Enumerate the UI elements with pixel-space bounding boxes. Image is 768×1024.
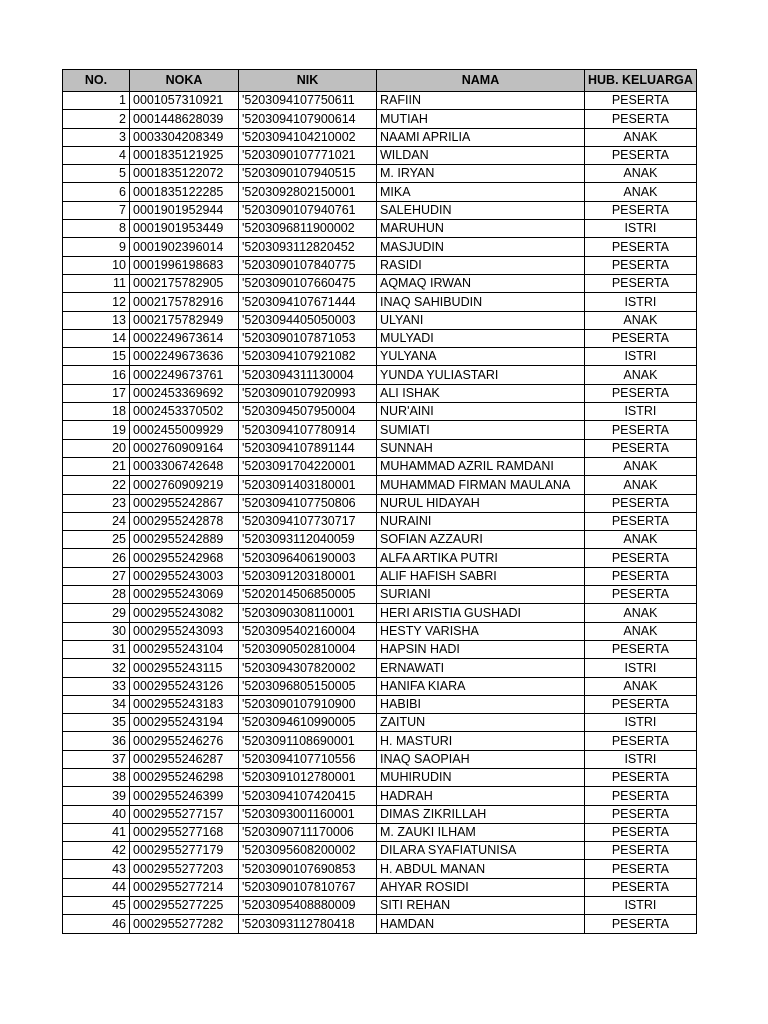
- cell-no: 41: [63, 823, 130, 841]
- cell-hub-keluarga: PESERTA: [585, 110, 697, 128]
- cell-no: 34: [63, 695, 130, 713]
- cell-noka: 0002955242889: [130, 531, 239, 549]
- table-row: [63, 659, 697, 677]
- cell-nama: HESTY VARISHA: [377, 622, 585, 640]
- cell-noka: 0002955277214: [130, 878, 239, 896]
- cell-no: 20: [63, 439, 130, 457]
- cell-hub-keluarga: PESERTA: [585, 640, 697, 658]
- cell-noka: 0002955243126: [130, 677, 239, 695]
- table-row: [63, 165, 697, 183]
- cell-nik: '5203094107750806: [239, 494, 377, 512]
- cell-nama: MASJUDIN: [377, 238, 585, 256]
- table-row: [63, 146, 697, 164]
- table-header: [63, 70, 697, 92]
- cell-noka: 0002455009929: [130, 421, 239, 439]
- cell-noka: 0001835122072: [130, 165, 239, 183]
- cell-hub-keluarga: ISTRI: [585, 714, 697, 732]
- cell-nama: SITI REHAN: [377, 897, 585, 915]
- cell-noka: 0002955243104: [130, 640, 239, 658]
- cell-hub-keluarga: PESERTA: [585, 805, 697, 823]
- cell-noka: 0002955246399: [130, 787, 239, 805]
- cell-hub-keluarga: PESERTA: [585, 695, 697, 713]
- cell-hub-keluarga: PESERTA: [585, 823, 697, 841]
- cell-nama: M. ZAUKI ILHAM: [377, 823, 585, 841]
- table-row: [63, 878, 697, 896]
- cell-noka: 0002249673636: [130, 348, 239, 366]
- table-row: [63, 512, 697, 530]
- cell-nik: '5203096805150005: [239, 677, 377, 695]
- table-row: [63, 384, 697, 402]
- cell-nik: '5203096406190003: [239, 549, 377, 567]
- table-row: [63, 494, 697, 512]
- cell-nik: '5203090107910900: [239, 695, 377, 713]
- cell-nik: '5203094107900614: [239, 110, 377, 128]
- table-row: [63, 201, 697, 219]
- cell-nama: HAMDAN: [377, 915, 585, 933]
- cell-noka: 0002955243093: [130, 622, 239, 640]
- cell-noka: 0001448628039: [130, 110, 239, 128]
- header-noka: NOKA: [130, 70, 239, 92]
- cell-hub-keluarga: ISTRI: [585, 293, 697, 311]
- cell-nik: '5203094107750611: [239, 92, 377, 110]
- cell-nama: DIMAS ZIKRILLAH: [377, 805, 585, 823]
- cell-hub-keluarga: ISTRI: [585, 403, 697, 421]
- table-row: [63, 622, 697, 640]
- cell-hub-keluarga: PESERTA: [585, 860, 697, 878]
- cell-nama: SUMIATI: [377, 421, 585, 439]
- cell-no: 9: [63, 238, 130, 256]
- cell-nik: '5203091704220001: [239, 457, 377, 475]
- cell-hub-keluarga: ISTRI: [585, 659, 697, 677]
- header-nama: NAMA: [377, 70, 585, 92]
- cell-nik: '5203094107710556: [239, 750, 377, 768]
- table-row: [63, 329, 697, 347]
- cell-noka: 0002955277168: [130, 823, 239, 841]
- cell-no: 27: [63, 567, 130, 585]
- table-row: [63, 128, 697, 146]
- cell-hub-keluarga: PESERTA: [585, 878, 697, 896]
- cell-nik: '5203091203180001: [239, 567, 377, 585]
- cell-no: 14: [63, 329, 130, 347]
- table-row: [63, 604, 697, 622]
- cell-hub-keluarga: ANAK: [585, 476, 697, 494]
- cell-hub-keluarga: ISTRI: [585, 220, 697, 238]
- cell-nik: '5203090107871053: [239, 329, 377, 347]
- cell-noka: 0002955246287: [130, 750, 239, 768]
- cell-nik: '5203090308110001: [239, 604, 377, 622]
- cell-hub-keluarga: PESERTA: [585, 256, 697, 274]
- cell-nama: M. IRYAN: [377, 165, 585, 183]
- cell-no: 15: [63, 348, 130, 366]
- cell-no: 12: [63, 293, 130, 311]
- cell-hub-keluarga: PESERTA: [585, 549, 697, 567]
- cell-nik: '5203090107940761: [239, 201, 377, 219]
- cell-noka: 0002760909219: [130, 476, 239, 494]
- cell-nama: HAPSIN HADI: [377, 640, 585, 658]
- table-row: [63, 842, 697, 860]
- cell-no: 6: [63, 183, 130, 201]
- cell-noka: 0002955277179: [130, 842, 239, 860]
- cell-nik: '5203096811900002: [239, 220, 377, 238]
- cell-noka: 0001835121925: [130, 146, 239, 164]
- cell-no: 18: [63, 403, 130, 421]
- cell-noka: 0001901953449: [130, 220, 239, 238]
- cell-nama: ALIF HAFISH SABRI: [377, 567, 585, 585]
- cell-noka: 0001996198683: [130, 256, 239, 274]
- header-no: NO.: [63, 70, 130, 92]
- cell-nama: RAFIIN: [377, 92, 585, 110]
- cell-hub-keluarga: PESERTA: [585, 494, 697, 512]
- cell-noka: 0003306742648: [130, 457, 239, 475]
- cell-nama: MUTIAH: [377, 110, 585, 128]
- cell-nik: '5203094507950004: [239, 403, 377, 421]
- cell-noka: 0002453369692: [130, 384, 239, 402]
- table-row: [63, 457, 697, 475]
- cell-nik: '5203091403180001: [239, 476, 377, 494]
- table-row: [63, 787, 697, 805]
- table-row: [63, 293, 697, 311]
- table-row: [63, 677, 697, 695]
- cell-no: 21: [63, 457, 130, 475]
- cell-noka: 0002955242968: [130, 549, 239, 567]
- cell-hub-keluarga: ISTRI: [585, 348, 697, 366]
- cell-no: 32: [63, 659, 130, 677]
- cell-hub-keluarga: PESERTA: [585, 274, 697, 292]
- cell-no: 40: [63, 805, 130, 823]
- cell-noka: 0002955243194: [130, 714, 239, 732]
- cell-hub-keluarga: PESERTA: [585, 92, 697, 110]
- cell-nik: '5203094610990005: [239, 714, 377, 732]
- cell-nama: NUR'AINI: [377, 403, 585, 421]
- table-row: [63, 403, 697, 421]
- cell-no: 33: [63, 677, 130, 695]
- cell-hub-keluarga: PESERTA: [585, 201, 697, 219]
- cell-no: 29: [63, 604, 130, 622]
- cell-no: 36: [63, 732, 130, 750]
- cell-nama: SUNNAH: [377, 439, 585, 457]
- cell-hub-keluarga: PESERTA: [585, 732, 697, 750]
- header-hub-keluarga: HUB. KELUARGA: [585, 70, 697, 92]
- cell-noka: 0002955246276: [130, 732, 239, 750]
- cell-hub-keluarga: ANAK: [585, 183, 697, 201]
- cell-nik: '5203094107730717: [239, 512, 377, 530]
- table-row: [63, 768, 697, 786]
- header-nik: NIK: [239, 70, 377, 92]
- cell-noka: 0002955277203: [130, 860, 239, 878]
- cell-nama: HADRAH: [377, 787, 585, 805]
- cell-nama: YULYANA: [377, 348, 585, 366]
- cell-noka: 0002955243082: [130, 604, 239, 622]
- cell-no: 19: [63, 421, 130, 439]
- cell-no: 22: [63, 476, 130, 494]
- cell-nik: '5203090107660475: [239, 274, 377, 292]
- cell-nama: NURAINI: [377, 512, 585, 530]
- cell-no: 17: [63, 384, 130, 402]
- cell-nama: MUHAMMAD AZRIL RAMDANI: [377, 457, 585, 475]
- cell-hub-keluarga: PESERTA: [585, 384, 697, 402]
- table-row: [63, 750, 697, 768]
- cell-noka: 0001901952944: [130, 201, 239, 219]
- table-row: [63, 421, 697, 439]
- participant-table: [62, 69, 697, 934]
- cell-no: 25: [63, 531, 130, 549]
- cell-noka: 0001902396014: [130, 238, 239, 256]
- cell-nama: ULYANI: [377, 311, 585, 329]
- cell-hub-keluarga: PESERTA: [585, 238, 697, 256]
- cell-no: 28: [63, 586, 130, 604]
- cell-nik: '5203091108690001: [239, 732, 377, 750]
- cell-hub-keluarga: ANAK: [585, 311, 697, 329]
- cell-no: 24: [63, 512, 130, 530]
- cell-nama: AQMAQ IRWAN: [377, 274, 585, 292]
- table-row: [63, 823, 697, 841]
- table-row: [63, 476, 697, 494]
- cell-no: 8: [63, 220, 130, 238]
- table-row: [63, 183, 697, 201]
- cell-hub-keluarga: PESERTA: [585, 439, 697, 457]
- cell-hub-keluarga: PESERTA: [585, 329, 697, 347]
- cell-nik: '5203090711170006: [239, 823, 377, 841]
- cell-nik: '5203090107810767: [239, 878, 377, 896]
- cell-nama: HABIBI: [377, 695, 585, 713]
- cell-no: 26: [63, 549, 130, 567]
- cell-no: 45: [63, 897, 130, 915]
- cell-no: 39: [63, 787, 130, 805]
- cell-nama: INAQ SAOPIAH: [377, 750, 585, 768]
- cell-noka: 0002955243069: [130, 586, 239, 604]
- cell-no: 37: [63, 750, 130, 768]
- cell-nik: '5203094107780914: [239, 421, 377, 439]
- cell-noka: 0001057310921: [130, 92, 239, 110]
- cell-nik: '5203091012780001: [239, 768, 377, 786]
- table-row: [63, 439, 697, 457]
- cell-nik: '5203090107920993: [239, 384, 377, 402]
- cell-nama: HERI ARISTIA GUSHADI: [377, 604, 585, 622]
- cell-no: 30: [63, 622, 130, 640]
- header-row: [63, 70, 697, 92]
- cell-noka: 0002955242867: [130, 494, 239, 512]
- cell-nik: '5203092802150001: [239, 183, 377, 201]
- cell-no: 4: [63, 146, 130, 164]
- cell-no: 23: [63, 494, 130, 512]
- cell-hub-keluarga: PESERTA: [585, 915, 697, 933]
- cell-nama: H. MASTURI: [377, 732, 585, 750]
- cell-noka: 0002249673761: [130, 366, 239, 384]
- cell-noka: 0003304208349: [130, 128, 239, 146]
- cell-nama: DILARA SYAFIATUNISA: [377, 842, 585, 860]
- cell-nik: '5203094107671444: [239, 293, 377, 311]
- cell-nama: SURIANI: [377, 586, 585, 604]
- cell-noka: 0002955277157: [130, 805, 239, 823]
- cell-nik: '5203095402160004: [239, 622, 377, 640]
- cell-nik: '5203094107921082: [239, 348, 377, 366]
- cell-nama: MUHAMMAD FIRMAN MAULANA: [377, 476, 585, 494]
- table-row: [63, 897, 697, 915]
- cell-nik: '5203095408880009: [239, 897, 377, 915]
- table-row: [63, 640, 697, 658]
- cell-nama: INAQ SAHIBUDIN: [377, 293, 585, 311]
- cell-nik: '5203090107940515: [239, 165, 377, 183]
- cell-no: 42: [63, 842, 130, 860]
- table-row: [63, 256, 697, 274]
- cell-hub-keluarga: ANAK: [585, 366, 697, 384]
- table-row: [63, 549, 697, 567]
- table-row: [63, 311, 697, 329]
- cell-noka: 0002175782905: [130, 274, 239, 292]
- cell-hub-keluarga: ISTRI: [585, 750, 697, 768]
- table-body: [63, 92, 697, 934]
- table-row: [63, 531, 697, 549]
- cell-nik: '5202014506850005: [239, 586, 377, 604]
- cell-nik: '5203094107420415: [239, 787, 377, 805]
- cell-nama: RASIDI: [377, 256, 585, 274]
- cell-noka: 0002175782949: [130, 311, 239, 329]
- cell-noka: 0002955243003: [130, 567, 239, 585]
- cell-nama: YUNDA YULIASTARI: [377, 366, 585, 384]
- cell-hub-keluarga: PESERTA: [585, 146, 697, 164]
- cell-nik: '5203094311130004: [239, 366, 377, 384]
- table-row: [63, 732, 697, 750]
- table-row: [63, 695, 697, 713]
- table-row: [63, 860, 697, 878]
- cell-nama: MIKA: [377, 183, 585, 201]
- cell-hub-keluarga: ANAK: [585, 457, 697, 475]
- cell-noka: 0002955277225: [130, 897, 239, 915]
- cell-hub-keluarga: PESERTA: [585, 787, 697, 805]
- cell-no: 11: [63, 274, 130, 292]
- cell-hub-keluarga: ANAK: [585, 604, 697, 622]
- table-row: [63, 92, 697, 110]
- cell-nama: NURUL HIDAYAH: [377, 494, 585, 512]
- cell-nama: WILDAN: [377, 146, 585, 164]
- cell-nama: MARUHUN: [377, 220, 585, 238]
- cell-noka: 0002760909164: [130, 439, 239, 457]
- cell-no: 1: [63, 92, 130, 110]
- cell-nik: '5203090107840775: [239, 256, 377, 274]
- cell-nik: '5203094107891144: [239, 439, 377, 457]
- cell-no: 5: [63, 165, 130, 183]
- cell-no: 2: [63, 110, 130, 128]
- cell-hub-keluarga: ANAK: [585, 677, 697, 695]
- cell-nik: '5203093112040059: [239, 531, 377, 549]
- cell-nik: '5203093001160001: [239, 805, 377, 823]
- cell-nik: '5203090107771021: [239, 146, 377, 164]
- cell-hub-keluarga: ANAK: [585, 531, 697, 549]
- table-row: [63, 915, 697, 933]
- cell-noka: 0002453370502: [130, 403, 239, 421]
- cell-noka: 0002955246298: [130, 768, 239, 786]
- cell-no: 16: [63, 366, 130, 384]
- table-row: [63, 714, 697, 732]
- table-row: [63, 567, 697, 585]
- cell-no: 10: [63, 256, 130, 274]
- cell-hub-keluarga: ISTRI: [585, 897, 697, 915]
- cell-nama: MUHIRUDIN: [377, 768, 585, 786]
- cell-nik: '5203090107690853: [239, 860, 377, 878]
- cell-nik: '5203094104210002: [239, 128, 377, 146]
- cell-hub-keluarga: ANAK: [585, 165, 697, 183]
- cell-no: 35: [63, 714, 130, 732]
- cell-nama: ALI ISHAK: [377, 384, 585, 402]
- cell-nama: MULYADI: [377, 329, 585, 347]
- table-row: [63, 274, 697, 292]
- cell-nama: ALFA ARTIKA PUTRI: [377, 549, 585, 567]
- cell-noka: 0002955277282: [130, 915, 239, 933]
- cell-nik: '5203093112820452: [239, 238, 377, 256]
- cell-nama: ZAITUN: [377, 714, 585, 732]
- cell-nik: '5203090502810004: [239, 640, 377, 658]
- table-row: [63, 238, 697, 256]
- cell-no: 43: [63, 860, 130, 878]
- cell-nama: SALEHUDIN: [377, 201, 585, 219]
- cell-no: 44: [63, 878, 130, 896]
- table-row: [63, 220, 697, 238]
- cell-hub-keluarga: PESERTA: [585, 768, 697, 786]
- cell-nik: '5203094307820002: [239, 659, 377, 677]
- cell-hub-keluarga: PESERTA: [585, 512, 697, 530]
- cell-noka: 0002249673614: [130, 329, 239, 347]
- cell-hub-keluarga: PESERTA: [585, 842, 697, 860]
- cell-noka: 0002955242878: [130, 512, 239, 530]
- cell-no: 3: [63, 128, 130, 146]
- cell-hub-keluarga: ANAK: [585, 622, 697, 640]
- cell-nama: SOFIAN AZZAURI: [377, 531, 585, 549]
- cell-nama: AHYAR ROSIDI: [377, 878, 585, 896]
- cell-no: 38: [63, 768, 130, 786]
- cell-nik: '5203093112780418: [239, 915, 377, 933]
- cell-noka: 0002175782916: [130, 293, 239, 311]
- cell-nama: NAAMI APRILIA: [377, 128, 585, 146]
- table-row: [63, 348, 697, 366]
- cell-no: 7: [63, 201, 130, 219]
- cell-no: 46: [63, 915, 130, 933]
- cell-nama: H. ABDUL MANAN: [377, 860, 585, 878]
- cell-hub-keluarga: PESERTA: [585, 567, 697, 585]
- cell-no: 31: [63, 640, 130, 658]
- cell-nik: '5203094405050003: [239, 311, 377, 329]
- cell-noka: 0002955243115: [130, 659, 239, 677]
- cell-nama: HANIFA KIARA: [377, 677, 585, 695]
- table-row: [63, 586, 697, 604]
- cell-noka: 0002955243183: [130, 695, 239, 713]
- cell-hub-keluarga: PESERTA: [585, 586, 697, 604]
- table-row: [63, 366, 697, 384]
- cell-no: 13: [63, 311, 130, 329]
- cell-hub-keluarga: ANAK: [585, 128, 697, 146]
- cell-hub-keluarga: PESERTA: [585, 421, 697, 439]
- cell-nik: '5203095608200002: [239, 842, 377, 860]
- table-row: [63, 110, 697, 128]
- cell-noka: 0001835122285: [130, 183, 239, 201]
- cell-nama: ERNAWATI: [377, 659, 585, 677]
- table-row: [63, 805, 697, 823]
